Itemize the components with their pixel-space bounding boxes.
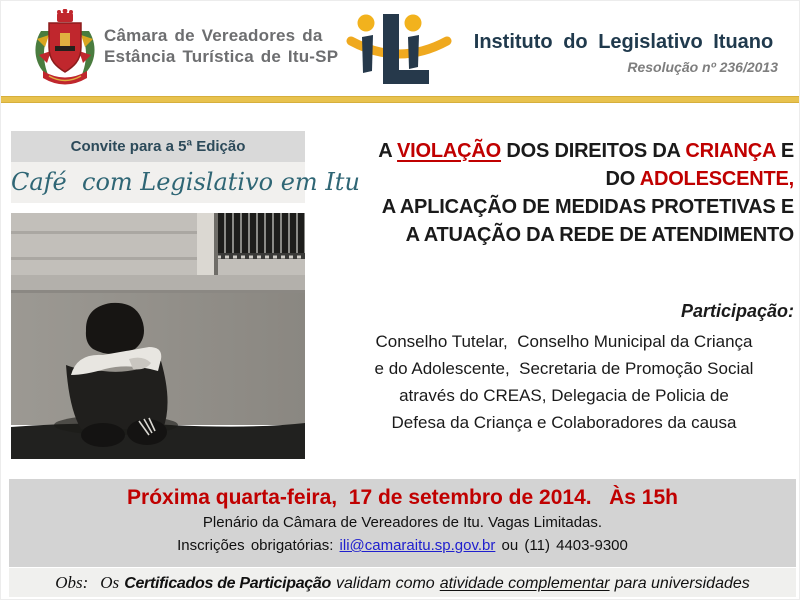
obs-label: Obs: bbox=[55, 573, 89, 592]
event-name-script: Café com Legislativo em Itu bbox=[11, 162, 305, 203]
title-line-3: A APLICAÇÃO DE MEDIDAS PROTETIVAS E bbox=[381, 196, 794, 218]
event-venue-line: Plenário da Câmara de Vereadores de Itu. Vagas Limitadas. bbox=[202, 514, 603, 531]
obs-mid: validam como bbox=[335, 575, 435, 592]
participation-line: Defesa da Criança e Colaboradores da causa bbox=[391, 413, 737, 432]
title-line-2: DO ADOLESCENTE, bbox=[605, 168, 794, 190]
participation-section bbox=[334, 301, 794, 436]
title-violacao: VIOLAÇÃO bbox=[397, 140, 502, 162]
org-name-line2: Estância Turística de Itu-SP bbox=[104, 47, 339, 66]
title-crianca: CRIANÇA bbox=[685, 140, 776, 162]
org-name-line1: Câmara de Vereadores da bbox=[104, 26, 323, 45]
itu-coat-of-arms-icon bbox=[29, 9, 101, 89]
event-date-line: Próxima quarta-feira, 17 de setembro de 2014. Às 15h bbox=[127, 486, 678, 509]
institute-title: Instituto do Legislativo Ituano bbox=[473, 31, 774, 53]
participation-line: e do Adolescente, Secretaria de Promoção Social bbox=[374, 359, 754, 378]
signup-suffix: ou (11) 4403-9300 bbox=[495, 537, 628, 554]
title-adolescente: ADOLESCENTE, bbox=[639, 168, 794, 190]
obs-os: Os bbox=[100, 573, 120, 592]
title-line-4: A ATUAÇÃO DA REDE DE ATENDIMENTO bbox=[405, 224, 794, 246]
footer-note bbox=[9, 568, 796, 597]
ili-logo-icon bbox=[345, 7, 457, 93]
participation-line: Conselho Tutelar, Conselho Municipal da Criança bbox=[375, 332, 753, 351]
invite-edition-bar: Convite para a 5ª Edição bbox=[11, 131, 305, 162]
obs-end: para universidades bbox=[614, 575, 750, 592]
event-date-banner bbox=[9, 479, 796, 567]
participation-line: através do CREAS, Delegacia de Policia de bbox=[399, 386, 729, 405]
institute-resolution: Resolução nº 236/2013 bbox=[627, 59, 778, 75]
main-title bbox=[334, 137, 794, 249]
child-against-wall-photo bbox=[11, 213, 305, 459]
signup-line bbox=[9, 537, 796, 554]
participation-heading: Participação: bbox=[680, 301, 794, 321]
gold-divider bbox=[1, 96, 800, 103]
signup-email-link[interactable]: ili@camaraitu.sp.gov.br bbox=[339, 537, 496, 554]
title-line-1: A VIOLAÇÃO DOS DIREITOS DA CRIANÇA E bbox=[378, 140, 794, 162]
obs-underlined: atividade complementar bbox=[439, 575, 610, 592]
obs-certificates: Certificados de Participação bbox=[124, 575, 331, 592]
organization-name bbox=[104, 25, 338, 67]
signup-prefix: Inscrições obrigatórias: bbox=[177, 537, 340, 554]
